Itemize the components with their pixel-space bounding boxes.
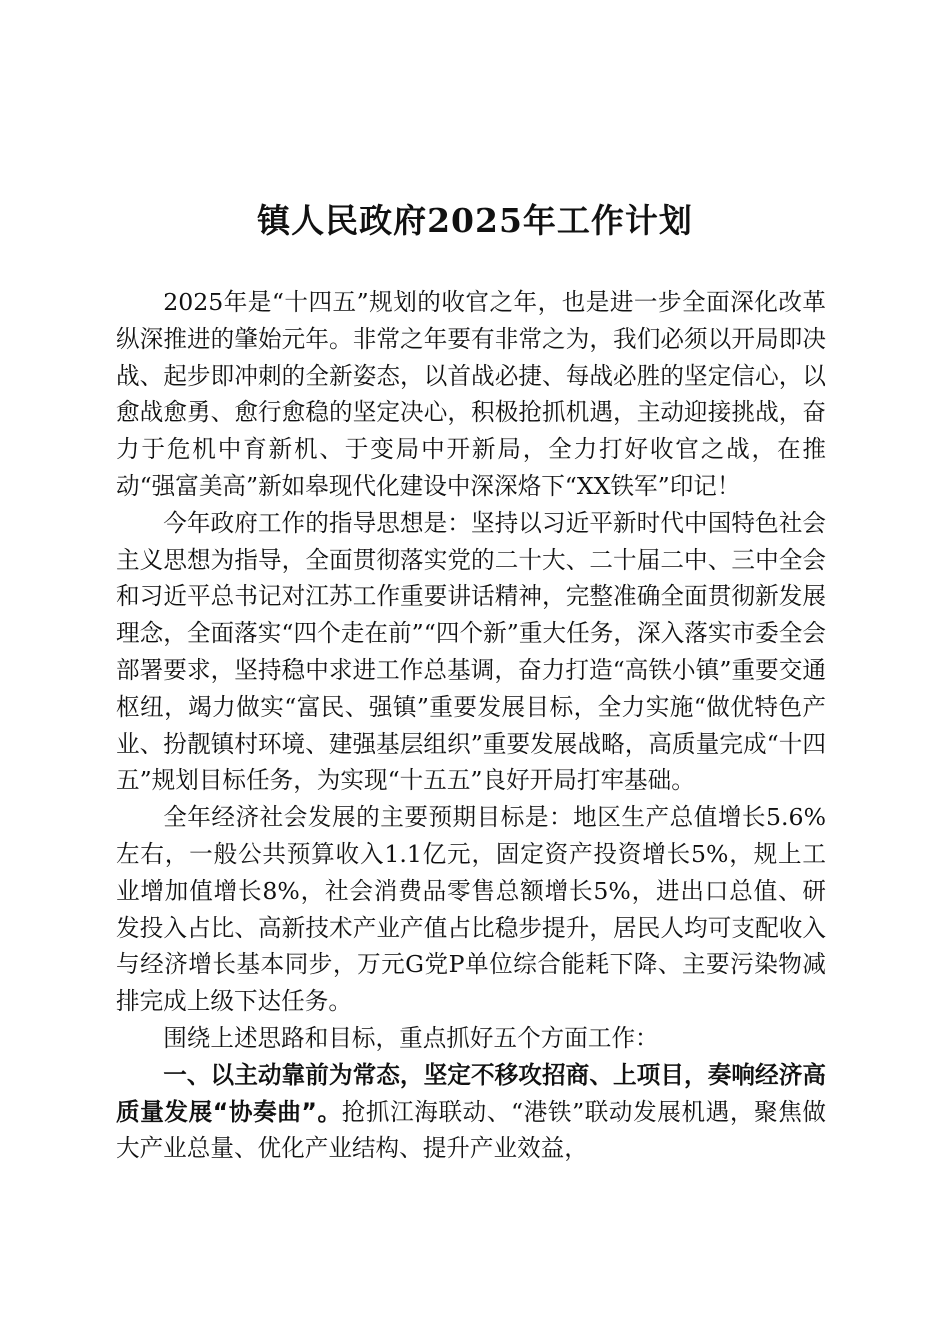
paragraph-text: 全年经济社会发展的主要预期目标是：地区生产总值增长5.6%左右，一般公共预算收入1.1亿元，固定资产投资增长5%，规上工业增加值增长8%，社会消费品零售总额增长5%，进出口总值、研发投入占比、高新技术产业产值占比稳步提升，居民人均可支配收入与经济增长基本同步，万元G党P单位综合能耗下降、主要污染物减排完成上级下达任务。 xyxy=(116,803,826,1016)
document-title: 镇人民政府2025年工作计划 xyxy=(257,201,693,240)
paragraph xyxy=(116,799,826,1020)
paragraph-text: 今年政府工作的指导思想是：坚持以习近平新时代中国特色社会主义思想为指导，全面贯彻落实党的二十大、二十届二中、三中全会和习近平总书记对江苏工作重要讲话精神，完整准确全面贯彻新发展理念，全面落实“四个走在前”“四个新”重大任务，深入落实市委全会部署要求，坚持稳中求进工作总基调，奋力打造“高铁小镇”重要交通枢纽，竭力做实“富民、强镇”重要发展目标，全力实施“做优特色产业、扮靓镇村环境、建强基层组织”重要发展战略，高质量完成“十四五”规划目标任务，为实现“十五五”良好开局打牢基础。 xyxy=(116,508,826,795)
section-heading-lead: 一、以主动靠前为常态，坚定不移攻招商、上项目，奏响经济高质量发展“协奏曲”。 xyxy=(116,1060,826,1126)
paragraph-text: 围绕上述思路和目标，重点抓好五个方面工作： xyxy=(163,1023,659,1052)
paragraph xyxy=(116,284,826,505)
paragraph-section-heading xyxy=(116,1057,826,1167)
paragraph xyxy=(116,1020,826,1057)
paragraph-text: 2025年是“十四五”规划的收官之年，也是进一步全面深化改革纵深推进的肇始元年。非常之年要有非常之为，我们必须以开局即决战、起步即冲刺的全新姿态，以首战必捷、每战必胜的坚定信心，以愈战愈勇、愈行愈稳的坚定决心，积极抢抓机遇，主动迎接挑战，奋力于危机中育新机、于变局中开新局，全力打好收官之战，在推动“强富美高”新如皋现代化建设中深深烙下“XX铁军”印记！ xyxy=(116,288,826,500)
paragraph xyxy=(116,505,826,799)
document-body xyxy=(116,284,826,1167)
paragraph-text: 抢抓江海联动、“港铁”联动发展机遇，聚焦做大产业总量、优化产业结构、提升产业效益， xyxy=(116,1097,827,1163)
